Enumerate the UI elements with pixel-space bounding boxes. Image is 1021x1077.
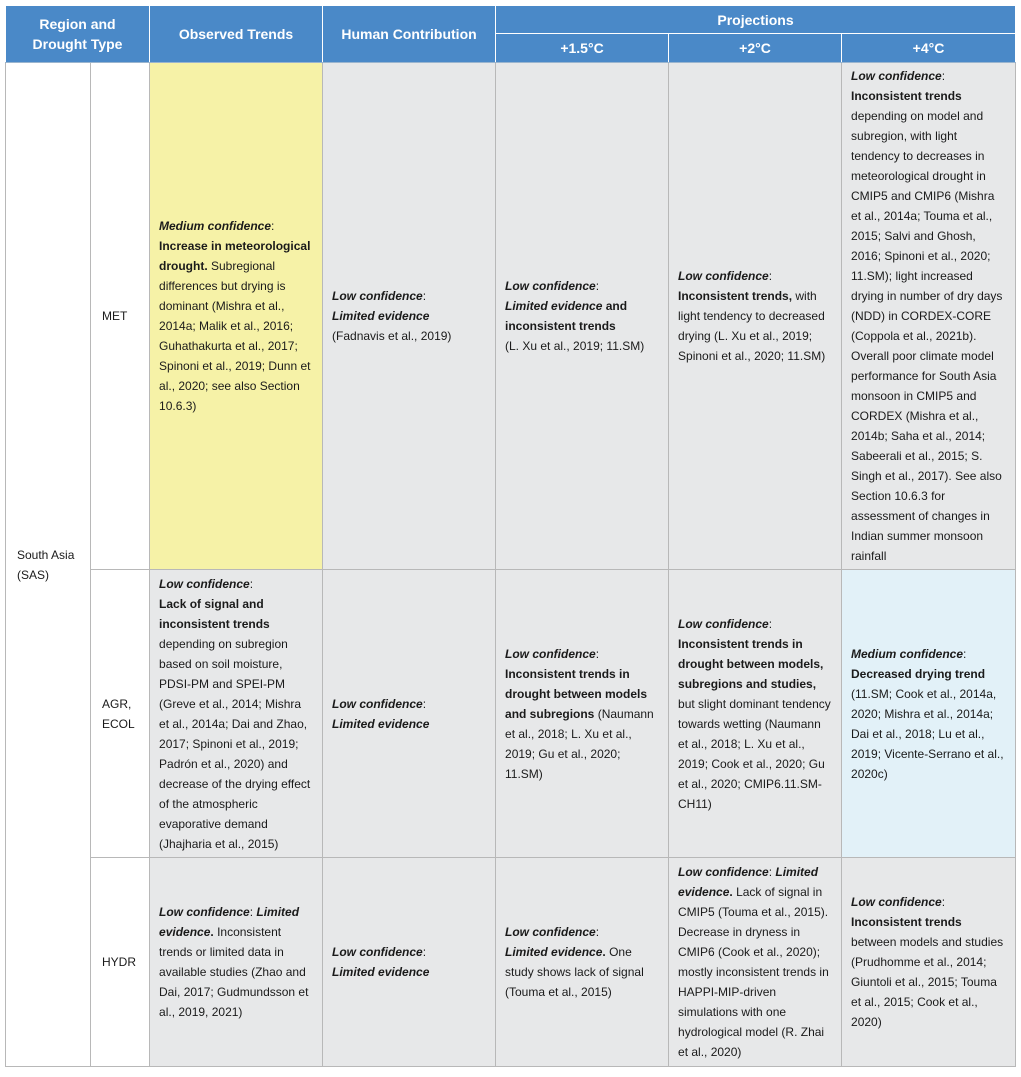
header-plus-1-5c: +1.5°C — [496, 34, 669, 63]
drought-type-cell: HYDR — [91, 858, 150, 1067]
confidence-label: Medium confidence — [159, 219, 272, 233]
confidence-label: Low confidence — [159, 905, 250, 919]
assessment-summary: Limited evidence — [332, 716, 430, 731]
assessment-summary: Inconsistent trends in drought between models, subregions and studies, — [678, 636, 824, 691]
projection-1-5c-cell — [496, 570, 669, 858]
assessment-details: (Fadnavis et al., 2019) — [332, 329, 452, 343]
assessment-details: depending on model and subregion, with light tendency to decreases in meteorological drought in CMIP5 and CMIP6 (Mishra et al., 2014a; Touma et al., 2015; Salvi and Ghosh, 2016; Spinoni et al., 2020; 11.SM); light increased drying in number of dry days (NDD) in CORDEX-CORE (Coppola et al., 2021b). Overall poor climate model performance for South Asia monsoon in CMIP5 and CORDEX (Mishra et al., 2014b; Saha et al., 2014; Sabeerali et al., 2015; S. Singh et al., 2017). See also Section 10.6.3 for assessment of changes in Indian summer monsoon rainfall — [851, 109, 1003, 563]
assessment-summary: Limited evidence — [159, 905, 300, 939]
colon: : — [422, 696, 427, 711]
drought-type-cell: AGR, ECOL — [91, 570, 150, 858]
human-contribution-cell — [323, 858, 496, 1067]
table-row — [6, 63, 1016, 570]
confidence-label: Low confidence — [505, 279, 596, 293]
assessment-details: (L. Xu et al., 2019; 11.SM) — [505, 339, 645, 353]
header-human-contribution: Human Contribution — [323, 6, 496, 63]
header-plus-2c: +2°C — [669, 34, 842, 63]
assessment-summary: Inconsistent trends, — [678, 289, 793, 303]
colon: : — [768, 269, 773, 283]
assessment-summary: Limited evidence — [678, 865, 819, 899]
header-projections: Projections — [496, 6, 1016, 34]
header-plus-4c: +4°C — [842, 34, 1016, 63]
confidence-label: Low confidence — [851, 69, 942, 83]
table-row — [6, 570, 1016, 858]
projection-4c-cell — [842, 858, 1016, 1067]
colon: : — [963, 646, 967, 661]
assessment-summary: Increase in meteorological drought. — [159, 239, 311, 273]
assessment-summary: Limited evidence — [332, 965, 430, 979]
assessment-details: between models and studies (Prudhomme et al., 2014; Giuntoli et al., 2015; Touma et al., 2015; Cook et al., 2020) — [851, 935, 1004, 1029]
assessment-summary: Limited evidence — [332, 309, 430, 323]
observed-trends-cell — [150, 63, 323, 570]
colon: : — [941, 69, 946, 83]
assessment-details: Subregional differences but drying is dominant (Mishra et al., 2014a; Malik et al., 2016; Guhathakurta et al., 2017; Spinoni et al., 2019; Dunn et al., 2020; see also Section 10.6.3) — [159, 259, 311, 413]
assessment-details: Lack of signal in CMIP5 (Touma et al., 2015). Decrease in dryness in CMIP6 (Cook et al., 2020); mostly inconsistent trends in HAPPI-MIP-driven simulations with one hydrological model (R. Zhai et al., 2020) — [678, 885, 829, 1059]
confidence-label: Low confidence — [332, 945, 423, 959]
confidence-label: Low confidence — [678, 865, 769, 879]
assessment-summary: Limited evidence — [505, 299, 603, 313]
human-contribution-cell — [323, 63, 496, 570]
assessment-details: but slight dominant tendency towards wetting (Naumann et al., 2018; L. Xu et al., 2019; Cook et al., 2020; Gu et al., 2020; CMIP6.11.SM-CH11) — [678, 696, 831, 811]
confidence-label: Low confidence — [678, 269, 769, 283]
assessment-details: One study shows lack of signal (Touma et al., 2015) — [505, 945, 644, 999]
assessment-details: (11.SM; Cook et al., 2014a, 2020; Mishra et al., 2014a; Dai et al., 2018; Lu et al., 2019; Vicente-Serrano et al., 2020c) — [851, 686, 1004, 781]
assessment-details: with light tendency to decreased drying (L. Xu et al., 2019; Spinoni et al., 2020; 11.SM) — [678, 289, 826, 363]
confidence-label: Low confidence — [332, 696, 423, 711]
colon: : — [595, 279, 600, 293]
assessment-summary: Limited evidence — [505, 945, 603, 959]
drought-type-cell: MET — [91, 63, 150, 570]
projection-4c-cell — [842, 63, 1016, 570]
assessment-summary: Lack of signal and inconsistent trends — [159, 596, 270, 631]
projection-1-5c-cell — [496, 858, 669, 1067]
assessment-summary-cont: and inconsistent trends — [505, 299, 628, 333]
table-row — [6, 858, 1016, 1067]
confidence-label: Medium confidence — [851, 646, 964, 661]
colon: : — [595, 925, 600, 939]
assessment-details: depending on subregion based on soil moisture, PDSI-PM and SPEI-PM (Greve et al., 2014; Mishra et al., 2014a; Dai and Zhao, 2017; Spinoni et al., 2019; Padrón et al., 2020) and decrease of the drying effect of the atmospheric evaporative demand (Jhajharia et al., 2015) — [159, 636, 311, 851]
assessment-summary: Inconsistent trends — [851, 915, 962, 929]
observed-trends-cell — [150, 858, 323, 1067]
observed-trends-cell — [150, 570, 323, 858]
colon: : — [595, 646, 600, 661]
projection-2c-cell — [669, 63, 842, 570]
header-observed-trends: Observed Trends — [150, 6, 323, 63]
projection-2c-cell — [669, 570, 842, 858]
header-region-drought-type: Region and Drought Type — [6, 6, 150, 63]
confidence-label: Low confidence — [332, 289, 423, 303]
colon: : — [768, 616, 773, 631]
colon: : — [422, 289, 427, 303]
confidence-label: Low confidence — [159, 576, 250, 591]
projection-4c-cell — [842, 570, 1016, 858]
assessment-details: (Naumann et al., 2018; L. Xu et al., 2019; Gu et al., 2020; 11.SM) — [505, 706, 654, 781]
colon: : — [249, 576, 254, 591]
assessment-summary: Decreased drying trend — [851, 666, 986, 681]
assessment-summary: Inconsistent trends — [851, 89, 962, 103]
confidence-label: Low confidence — [505, 925, 596, 939]
projection-2c-cell — [669, 858, 842, 1067]
human-contribution-cell — [323, 570, 496, 858]
assessment-details: Inconsistent trends or limited data in available studies (Zhao and Dai, 2017; Gudmundsson et al., 2019, 2021) — [159, 925, 309, 1019]
summary-period: . — [210, 925, 214, 939]
drought-assessment-table — [5, 5, 1016, 1067]
colon: : — [422, 945, 427, 959]
colon: : — [941, 895, 946, 909]
confidence-label: Low confidence — [851, 895, 942, 909]
confidence-label: Low confidence — [678, 616, 769, 631]
confidence-label: Low confidence — [505, 646, 596, 661]
assessment-summary: Inconsistent trends in drought between models and subregions — [505, 666, 648, 721]
summary-period: . — [602, 945, 606, 959]
region-cell: South Asia (SAS) — [6, 63, 91, 1067]
projection-1-5c-cell — [496, 63, 669, 570]
colon: : — [768, 865, 773, 879]
summary-period: . — [729, 885, 733, 899]
colon: : — [271, 219, 275, 233]
colon: : — [249, 905, 254, 919]
